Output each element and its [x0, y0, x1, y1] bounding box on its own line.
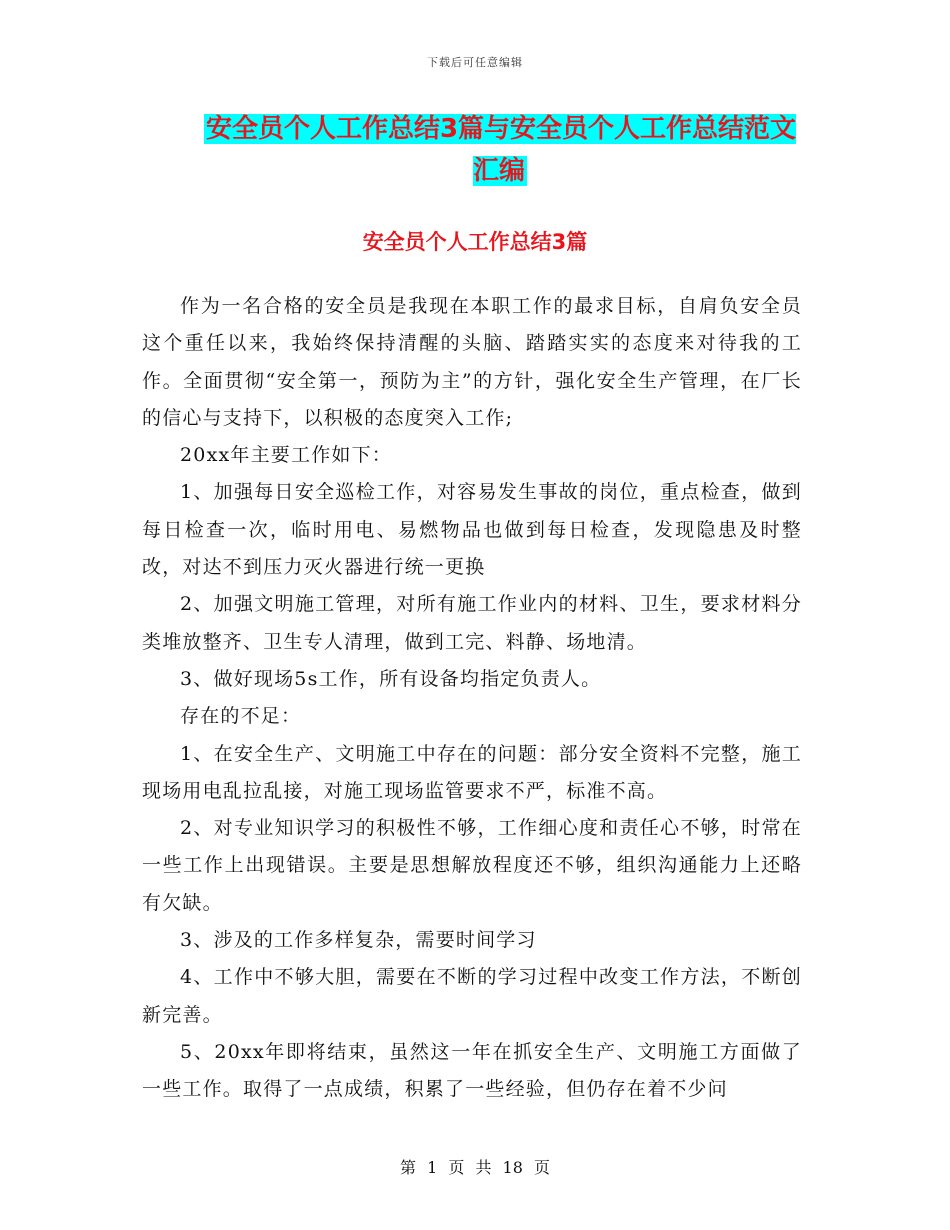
section-title: 安全员个人工作总结3篇: [362, 230, 588, 254]
page-header-note: 下载后可任意编辑: [427, 56, 523, 69]
paragraph: 3、做好现场5s工作，所有设备均指定负责人。: [180, 667, 602, 690]
paragraph: 5、20xx年即将结束，虽然这一年在抓安全生产、文明施工方面做了一些工作。取得了一点成绩，积累了一些经验，但仍存在着不少问: [142, 1040, 802, 1101]
paragraph: 1、加强每日安全巡检工作，对容易发生事故的岗位，重点检查，做到每日检查一次，临时用电、易燃物品也做到每日检查，发现隐患及时整改，对达不到压力灭火器进行统一更换: [142, 481, 802, 579]
paragraph: 存在的不足：: [180, 705, 302, 728]
paragraph: 3、涉及的工作多样复杂，需要时间学习: [180, 929, 537, 952]
paragraph: 2、加强文明施工管理，对所有施工作业内的材料、卫生，要求材料分类堆放整齐、卫生专人清理，做到工完、料静、场地清。: [142, 593, 802, 653]
document-body: [142, 288, 802, 1109]
document-title-text: 安全员个人工作总结3篇与安全员个人工作总结范文汇编: [205, 114, 797, 186]
page-number-indicator: 第 1 页 共 18 页: [400, 1158, 550, 1177]
paragraph: 20xx年主要工作如下：: [180, 444, 393, 467]
paragraph: 1、在安全生产、文明施工中存在的问题：部分安全资料不完整，施工现场用电乱拉乱接，对施工现场监管要求不严，标准不高。: [142, 742, 802, 802]
paragraph: 作为一名合格的安全员是我现在本职工作的最求目标，自肩负安全员这个重任以来，我始终保持清醒的头脑、踏踏实实的态度来对待我的工作。全面贯彻“安全第一，预防为主”的方针，强化安全生产管理，在厂长的信心与支持下，以积极的态度突入工作;: [142, 295, 802, 429]
paragraph: 4、工作中不够大胆，需要在不断的学习过程中改变工作方法，不断创新完善。: [142, 966, 802, 1026]
document-title: [195, 108, 805, 192]
paragraph: 2、对专业知识学习的积极性不够，工作细心度和责任心不够，时常在一些工作上出现错误。主要是思想解放程度还不够，组织沟通能力上还略有欠缺。: [142, 817, 802, 914]
